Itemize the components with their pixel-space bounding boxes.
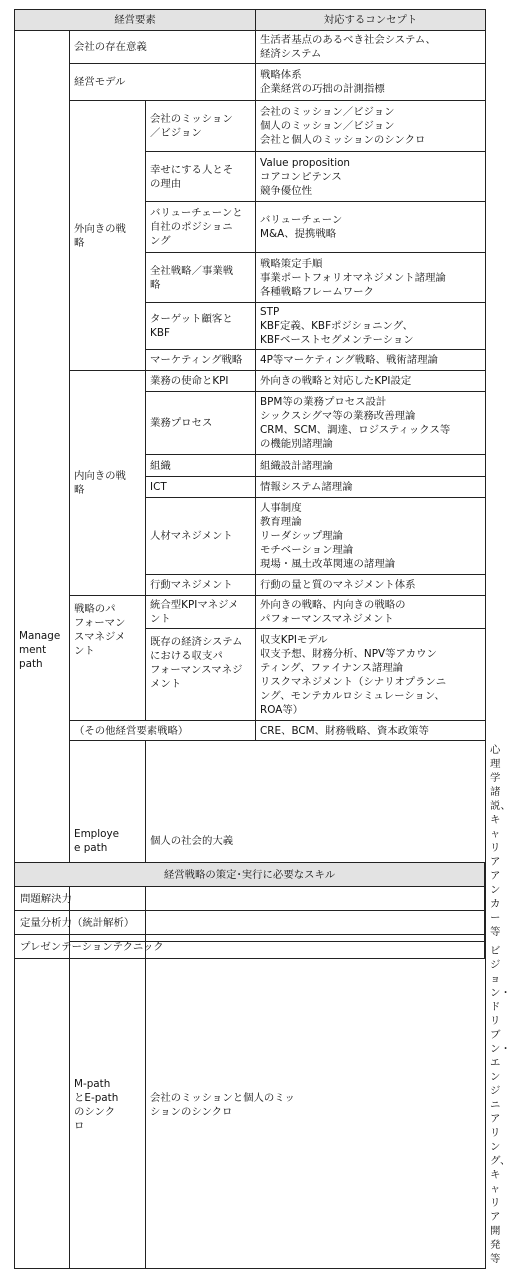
model-concept: 戦略体系 企業経営の巧拙の計測指標	[256, 64, 486, 101]
employee-path-label: Employe e path	[70, 741, 146, 942]
outward-row-concept: バリューチェーン M&A、提携戦略	[256, 202, 486, 253]
management-path-label: Manage ment path	[15, 31, 70, 1269]
performance-row-label: 統合型KPIマネジメ ント	[146, 596, 256, 629]
outward-row-label: 全社戦略／事業戦 略	[146, 253, 256, 303]
existence-label: 会社の存在意義	[70, 31, 256, 64]
outward-row-label: 会社のミッション ／ビジョン	[146, 101, 256, 152]
existence-concept: 生活者基点のあるべき社会システム、 経済システム	[256, 31, 486, 64]
inward-row-concept: 情報システム諸理論	[256, 477, 486, 498]
inward-row-label: 組織	[146, 455, 256, 477]
outward-row-concept: Value proposition コアコンピテンス 競争優位性	[256, 152, 486, 202]
employee-item-label: 個人の社会的大義	[146, 741, 486, 942]
header-elements: 経営要素	[15, 10, 256, 31]
inward-row-label: 人材マネジメント	[146, 498, 256, 575]
outward-row-label: バリューチェーンと 自社のポジショニ ング	[146, 202, 256, 253]
other-elements-concept: CRE、BCM、財務戦略、資本政策等	[256, 721, 486, 741]
skill-item: 定量分析力（統計解析）	[15, 911, 485, 935]
outward-row-label: ターゲット顧客と KBF	[146, 303, 256, 350]
inward-row-label: ICT	[146, 477, 256, 498]
skills-table	[14, 862, 485, 959]
inward-strategy-label: 内向きの戦 略	[70, 371, 146, 596]
model-label: 経営モデル	[70, 64, 256, 101]
inward-row-concept: 組織設計諸理論	[256, 455, 486, 477]
inward-row-label: 業務プロセス	[146, 392, 256, 455]
management-elements-table: 経営要素 対応するコンセプト Manage ment path 会社の存在意義 生活者基点のあるべき社会システム、 経済システム 経営モデル 戦略体系 企業経営の巧拙の計測指標 外向きの戦 略 会社のミッション ／ビジョン 会社のミッション／ビジョン 個人のミッション／ビジョン 会社と個人のミッションのシンクロ 幸せにする人とそ の理由 Value proposition コアコンピテンス 競争優位性 バリューチェーンと 自社のポジショニ ング バリューチェーン M&A、提携戦略 全社戦略／事業戦 略 戦略策定手順 事業ポートフォリオマネジメント諸理論 各種戦略フレームワーク ターゲット顧客と KBF STP KBF定義、KBFポジショニング、 KBFベーストセグメンテーション マーケティング戦略 4P等マーケティング戦略、戦術諸理論 内向きの戦 略 業務の使命とKPI 外向きの戦略と対応したKPI設定 業務プロセス BPM等の業務プロセス設計 シックスシグマ等の業務改善理論 CRM、SCM、調達、ロジスティックス等 の機能別諸理論 組織 組織設計諸理論 ICT 情報システム諸理論 人材マネジメント 人事制度 教育理論 リーダシップ理論 モチベーション理論 現場・風土改革関連の諸理論 行動マネジメント 行動の量と質のマネジメント体系 戦略のパ フォーマン スマネジメ ント 統合型KPIマネジメ ント 外向きの戦略、内向きの戦略の パフォーマンスマネジメント 既存の経済システム における収支パ フォーマンスマネジ メント 収支KPIモデル 収支予想、財務分析、NPV等アカウン ティング、ファイナンス諸理論 リスクマネジメント（シナリオプランニ ング、モンテカルロシミュレーション、 ROA等） （その他経営要素戦略） CRE、BCM、財務戦略、資本政策等 Employe e path 個人の社会的大義 心理学諸説、キャリアアンカー等 M-path とE-path のシンク ロ 会社のミッションと個人のミッ ションのシンクロ ビジョン・ドリブン・エンジニアリング、 キャリア開発等	[14, 9, 486, 1269]
other-elements-label: （その他経営要素戦略）	[70, 721, 256, 741]
inward-row-concept: 人事制度 教育理論 リーダシップ理論 モチベーション理論 現場・風土改革関連の諸理論	[256, 498, 486, 575]
performance-row-concept: 収支KPIモデル 収支予想、財務分析、NPV等アカウン ティング、ファイナンス諸理論 リスクマネジメント（シナリオプランニ ング、モンテカルロシミュレーション、 ROA等）	[256, 629, 486, 721]
inward-row-concept: BPM等の業務プロセス設計 シックスシグマ等の業務改善理論 CRM、SCM、調達、ロジスティックス等 の機能別諸理論	[256, 392, 486, 455]
inward-row-concept: 行動の量と質のマネジメント体系	[256, 575, 486, 596]
performance-row-concept: 外向きの戦略、内向きの戦略の パフォーマンスマネジメント	[256, 596, 486, 629]
outward-row-concept: STP KBF定義、KBFポジショニング、 KBFベーストセグメンテーション	[256, 303, 486, 350]
skill-item: プレゼンテーションテクニック	[15, 935, 485, 959]
outward-row-label: 幸せにする人とそ の理由	[146, 152, 256, 202]
header-concepts: 対応するコンセプト	[256, 10, 486, 31]
inward-row-concept: 外向きの戦略と対応したKPI設定	[256, 371, 486, 392]
skill-item: 問題解決力	[15, 887, 485, 911]
performance-management-label: 戦略のパ フォーマン スマネジメ ント	[70, 596, 146, 721]
inward-row-label: 業務の使命とKPI	[146, 371, 256, 392]
skills-header: 経営戦略の策定･実行に必要なスキル	[15, 863, 485, 887]
outward-strategy-label: 外向きの戦 略	[70, 101, 146, 371]
outward-row-concept: 4P等マーケティング戦略、戦術諸理論	[256, 350, 486, 371]
sync-item-label: 会社のミッションと個人のミッ ションのシンクロ	[146, 942, 486, 1269]
sync-path-label: M-path とE-path のシンク ロ	[70, 942, 146, 1269]
outward-row-concept: 戦略策定手順 事業ポートフォリオマネジメント諸理論 各種戦略フレームワーク	[256, 253, 486, 303]
outward-row-concept: 会社のミッション／ビジョン 個人のミッション／ビジョン 会社と個人のミッションのシンクロ	[256, 101, 486, 152]
performance-row-label: 既存の経済システム における収支パ フォーマンスマネジ メント	[146, 629, 256, 721]
inward-row-label: 行動マネジメント	[146, 575, 256, 596]
outward-row-label: マーケティング戦略	[146, 350, 256, 371]
